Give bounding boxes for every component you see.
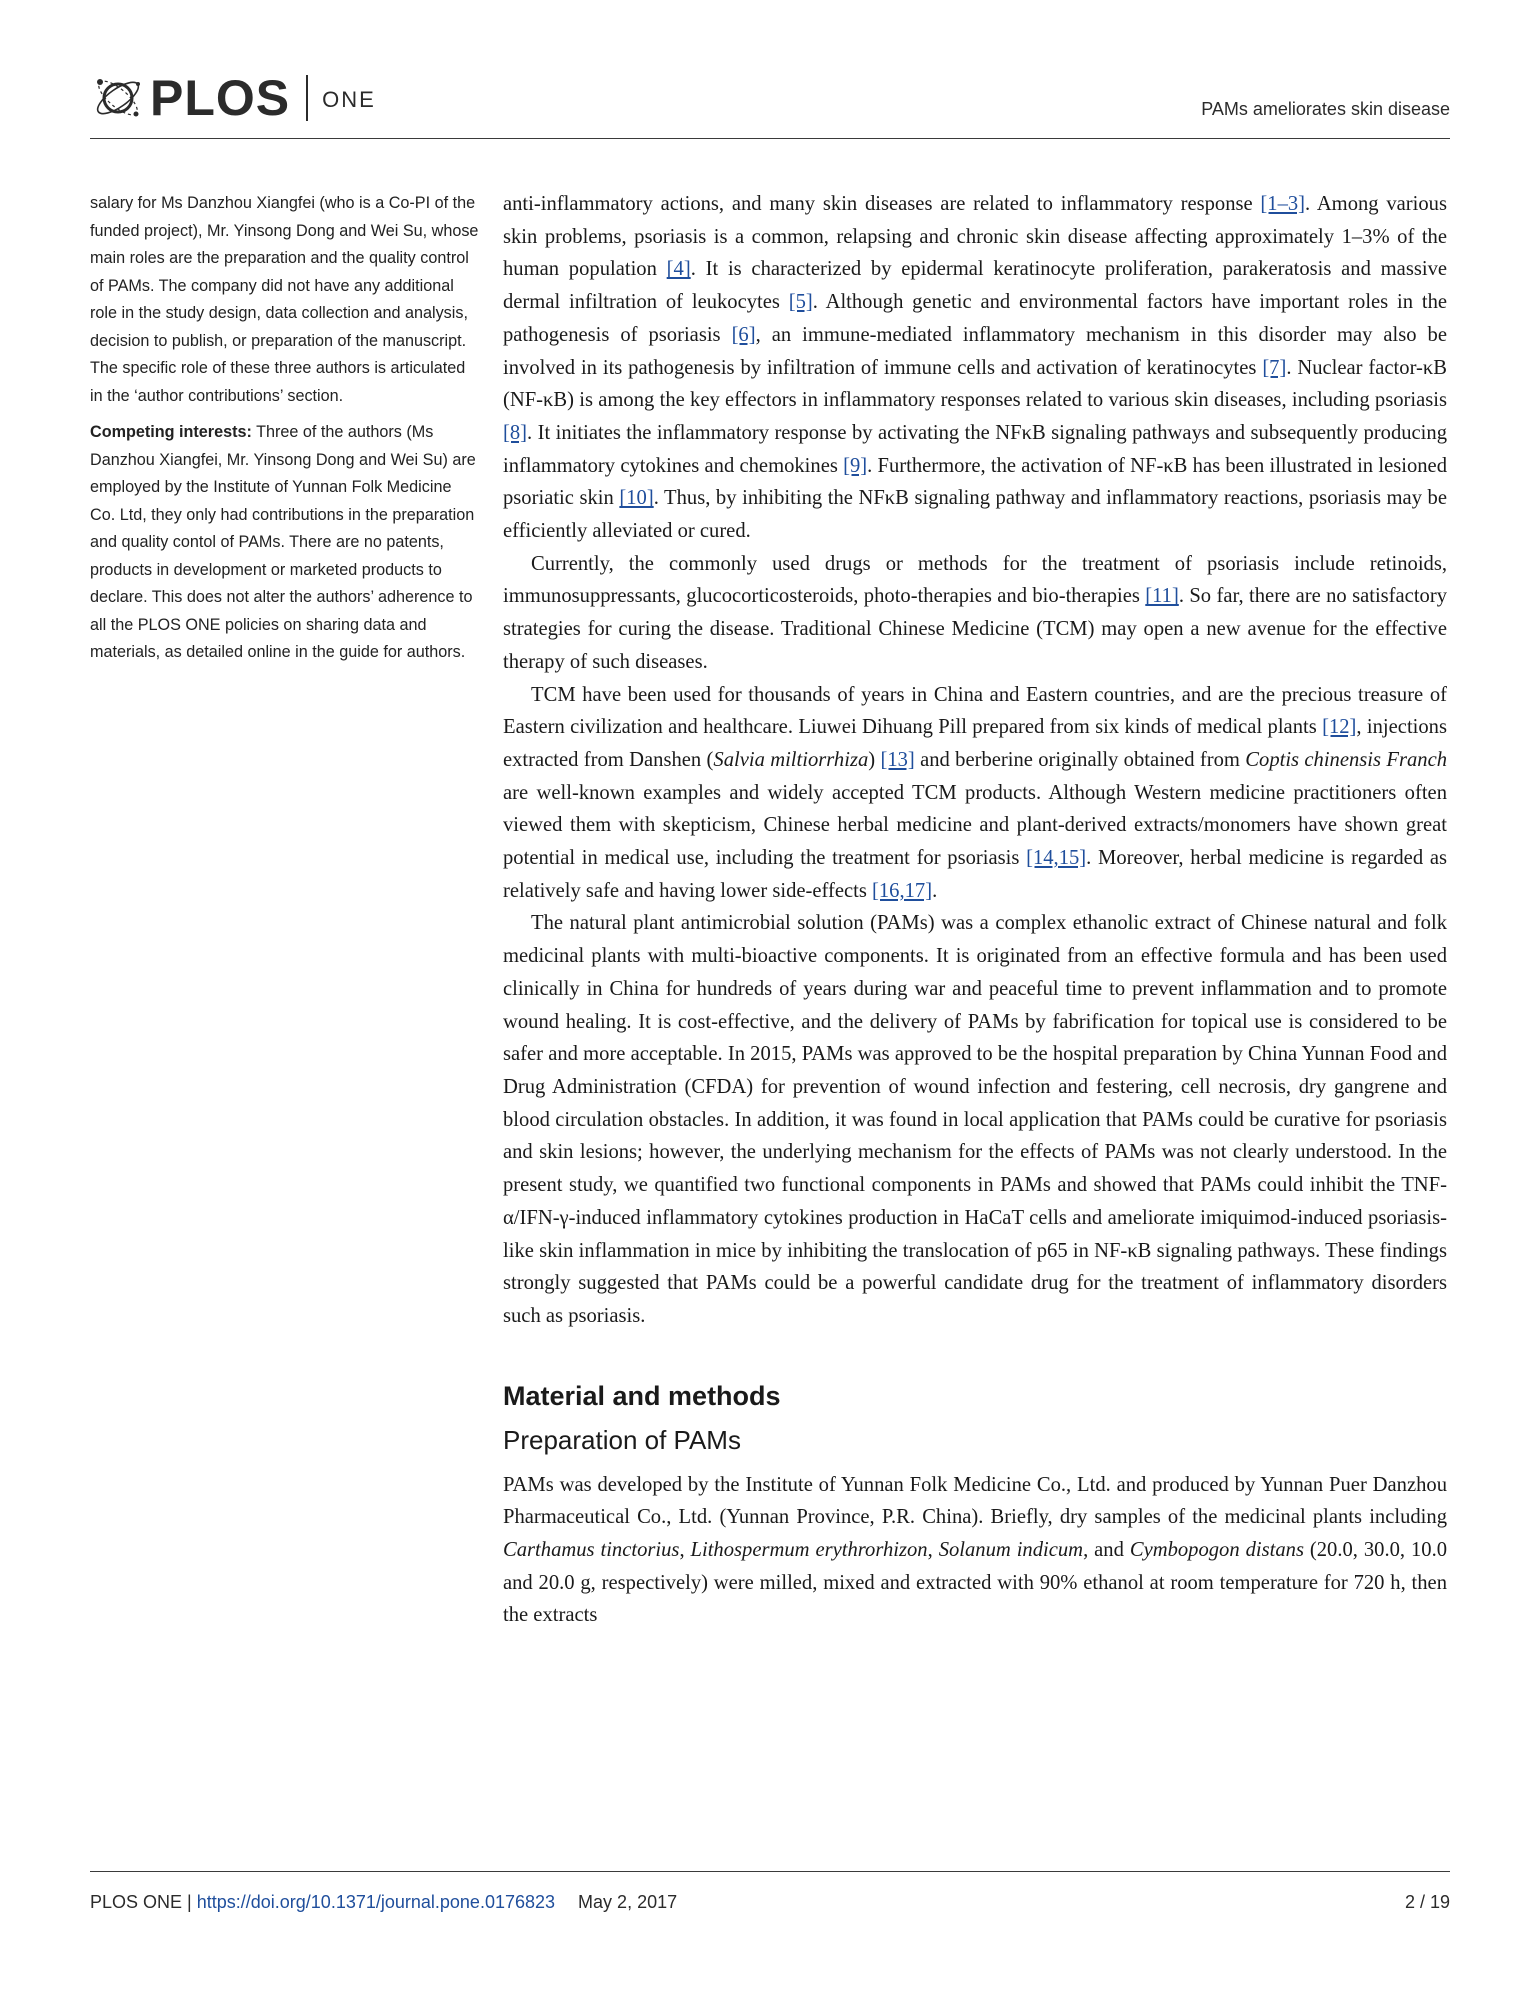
text-run: . [932,879,938,902]
text-run: Currently, the commonly used drugs or methods for the treatment of psoriasis include retinoids, immunosuppressants, glucocorticosteroids, photo-therapies and bio-therapies [503,552,1447,608]
sidebar-notes [90,190,480,676]
text-run: . Among various skin problems, psoriasis is a common, relapsing and chronic skin disease affecting approximately 1–3% of the human population [503,193,1447,281]
text-run: . Furthermore, the activation of NF-κB has been illustrated in lesioned psoriatic skin [503,454,1447,510]
citation-link[interactable]: [1–3] [1260,193,1306,215]
citation-link[interactable]: [10] [619,487,654,510]
text-run: The natural plant antimicrobial solution (PAMs) was a complex ethanolic extract of Chinese natural and folk medicinal plants with multi-bioactive components. It is originated from an effective formula and has been used clinically in China for hundreds of years during war and peaceful time to prevent inflammation and to promote wound healing. It is cost-effective, and the delivery of PAMs by fabrification for topical use is considered to be safer and more acceptable. In 2015, PAMs was approved to be the hospital preparation by China Yunnan Food and Drug Administration (CFDA) for prevention of wound infection and festering, cell necrosis, dry gangrene and blood circulation obstacles. In addition, it was found in local application that PAMs could be curative for psoriasis and skin lesions; however, the underlying mechanism for the effects of PAMs was not clearly understood. In the present study, we quantified two functional components in PAMs and showed that PAMs could inhibit the TNF-α/IFN-γ-induced inflammatory cytokines production in HaCaT cells and ameliorate imiquimod-induced psoriasis-like skin inflammation in mice by inhibiting the translocation of p65 in NF-κB signaling pathways. These findings strongly suggested that PAMs could be a powerful candidate drug for the treatment of inflammatory disorders such as psoriasis. [503,912,1447,1327]
funding-note: salary for Ms Danzhou Xiangfei (who is a Co-PI of the funded project), Mr. Yinsong Dong and Wei Su, whose main roles are the preparation and the quality control of PAMs. The company did not have any additional role in the study design, data collection and analysis, decision to publish, or preparation of the manuscript. The specific role of these three authors is articulated in the ‘author contributions’ section. [90,194,479,405]
citation-link[interactable]: [12] [1322,716,1357,739]
page-number: 2 / 19 [1404,1892,1450,1912]
text-run: anti-inflammatory actions, and many skin diseases are related to inflammatory response [503,193,1261,215]
running-title: PAMs ameliorates skin disease [1201,99,1450,119]
plos-globe-icon [90,70,146,126]
main-text [503,188,1447,1632]
species-name: Solanum indicum [938,1539,1084,1562]
text-run: , an immune-mediated inflammatory mechanism in this disorder may also be involved in its pathogenesis by infiltration of immune cells and activation of keratinocytes [503,323,1447,379]
text-run: TCM have been used for thousands of years in China and Eastern countries, and are the precious treasure of Eastern civilization and healthcare. Liuwei Dihuang Pill prepared from six kinds of medical plants [503,683,1447,739]
plos-one-logo[interactable] [90,70,376,126]
citation-link[interactable]: [8] [503,421,528,444]
citation-link[interactable]: [4] [666,258,691,281]
text-run: . Moreover, herbal medicine is regarded as relatively safe and having lower side-effects [503,847,1447,902]
competing-interests-label: Competing interests: [90,423,252,441]
paragraph [503,1469,1447,1633]
text-run: , injections extracted from Danshen ( [503,716,1447,771]
text-run: . It initiates the inflammatory response by activating the NFκB signaling pathways and subsequently producing inflammatory cytokines and chemokines [503,421,1447,477]
citation-link[interactable]: [16,17] [872,879,933,902]
competing-interests-note [90,419,480,667]
text-run: . Although genetic and environmental factors have important roles in the pathogenesis of psoriasis [503,291,1448,346]
citation-link[interactable]: [11] [1145,585,1179,608]
logo-divider [306,75,308,121]
species-name: Cymbopogon distans [1129,1539,1304,1562]
footer-journal: PLOS ONE | [90,1892,192,1912]
text-run: , [679,1539,691,1562]
text-run: are well-known examples and widely accepted TCM products. Although Western medicine practitioners often viewed them with skepticism, Chinese herbal medicine and plant-derived extracts/monomers have shown great potential in medical use, including the treatment for psoriasis [503,781,1447,870]
text-run: . It is characterized by epidermal keratinocyte proliferation, parakeratosis and massive dermal infiltration of leukocytes [503,258,1448,314]
text-run: , and [1083,1539,1130,1562]
subsection-heading: Preparation of PAMs [503,1424,741,1455]
doi-link[interactable]: https://doi.org/10.1371/journal.pone.0176823 [196,1892,556,1912]
competing-interests-text: Three of the authors (Ms Danzhou Xiangfei, Mr. Yinsong Dong and Wei Su) are employed by the Institute of Yunnan Folk Medicine Co. Ltd, they only had contributions in the preparation and quality contol of PAMs. There are no patents, products in development or marketed products to declare. This does not alter the authors’ adherence to all the PLOS ONE policies on sharing data and materials, as detailed online in the guide for authors. [90,423,476,661]
species-name: Coptis chinensis Franch [1245,748,1448,771]
paragraph [503,548,1447,679]
text-run: . So far, there are no satisfactory strategies for curing the disease. Traditional Chinese Medicine (TCM) may open a new avenue for the effective therapy of such diseases. [503,585,1447,673]
page-header [90,62,1450,139]
publication-date: May 2, 2017 [578,1892,678,1912]
citation-link[interactable]: [14,15] [1026,847,1087,870]
text-run: ) [868,748,881,771]
species-name: Lithospermum erythrorhizon [690,1539,928,1562]
page-footer [90,1871,1450,1912]
logo-subtext: ONE [322,87,376,112]
paragraph [503,188,1447,548]
logo-text: PLOS [150,70,291,126]
citation-link[interactable]: [13] [880,748,915,771]
text-run: , [927,1539,939,1562]
text-run: (20.0, 30.0, 10.0 and 20.0 g, respectively) were milled, mixed and extracted with 90% ethanol at room temperature for 720 h, then the extracts [503,1539,1448,1627]
citation-link[interactable]: [7] [1262,356,1287,379]
species-name: Carthamus tinctorius [503,1539,680,1562]
citation-link[interactable]: [5] [788,291,813,314]
paragraph [503,679,1447,908]
species-name: Salvia miltiorrhiza [713,748,869,771]
text-run: . Nuclear factor-κB (NF-κB) is among the key effectors in inflammatory responses related to various skin diseases, including psoriasis [503,356,1447,412]
citation-link[interactable]: [6] [731,323,756,346]
text-run: . Thus, by inhibiting the NFκB signaling pathway and inflammatory reactions, psoriasis may be efficiently alleviated or cured. [503,487,1447,543]
text-run: and berberine originally obtained from [914,748,1246,771]
text-run: PAMs was developed by the Institute of Yunnan Folk Medicine Co., Ltd. and produced by Yunnan Puer Danzhou Pharmaceutical Co., Ltd. (Yunnan Province, P.R. China). Briefly, dry samples of the medicinal plants including [503,1473,1447,1529]
paragraph [503,907,1447,1332]
section-heading: Material and methods [503,1380,781,1411]
footer-citation [90,1892,677,1913]
citation-link[interactable]: [9] [843,454,868,477]
